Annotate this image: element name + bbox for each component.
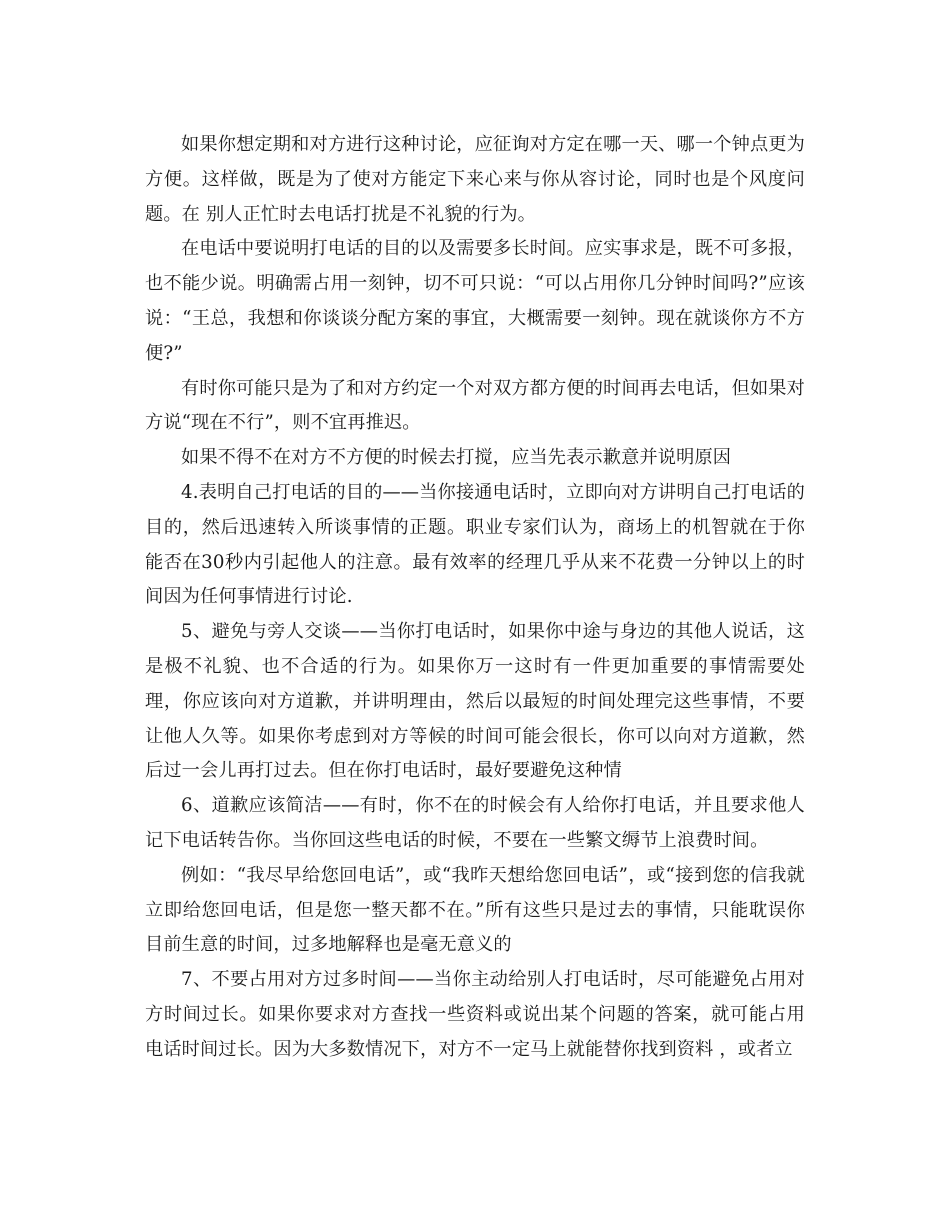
paragraph: 例如：“我尽早给您回电话”，或“我昨天想给您回电话”，或“接到您的信我就立即给您回电话，但是您一整天都不在。”所有这些只是过去的事情，只能耽误你目前生意的时间，过多地解释也是毫无意义的 (145, 864, 805, 956)
paragraph: 有时你可能只是为了和对方约定一个对双方都方便的时间再去电话，但如果对方说“现在不行”，则不宜再推迟。 (145, 377, 805, 434)
paragraph: 在电话中要说明打电话的目的以及需要多长时间。应实事求是，既不可多报，也不能少说。明确需占用一刻钟，切不可只说：“可以占用你几分钟时间吗?”应该说：“王总，我想和你谈谈分配方案的事宜，大概需要一刻钟。现在就谈你方不方便?” (145, 238, 805, 364)
paragraph: 7、不要占用对方过多时间——当你主动给别人打电话时，尽可能避免占用对方时间过长。如果你要求对方查找一些资料或说出某个问题的答案，就可能占用电话时间过长。因为大多数情况下，对方不一定马上就能替你找到资料 ，或者立 (145, 969, 805, 1060)
document-body (145, 128, 805, 1068)
paragraph: 5、避免与旁人交谈——当你打电话时，如果你中途与身边的其他人说话，这是极不礼貌、也不合适的行为。如果你万一这时有一件更加重要的事情需要处理，你应该向对方道歉，并讲明理由，然后以最短的时间处理完这些事情，不要让他人久等。如果你考虑到对方等候的时间可能会很长，你可以向对方道歉，然后过一会儿再打过去。但在你打电话时，最好要避免这种情 (145, 621, 805, 782)
paragraph: 如果你想定期和对方进行这种讨论，应征询对方定在哪一天、哪一个钟点更为方便。这样做，既是为了使对方能定下来心来与你从容讨论，同时也是个风度问题。在 别人正忙时去电话打扰是不礼貌的行为。 (145, 134, 805, 225)
paragraph: 如果不得不在对方不方便的时候去打搅，应当先表示歉意并说明原因 (181, 447, 732, 469)
paragraph: 6、道歉应该简洁——有时，你不在的时候会有人给你打电话，并且要求他人记下电话转告你。当你回这些电话的时候，不要在一些繁文缛节上浪费时间。 (145, 795, 805, 851)
paragraph: 4.表明自己打电话的目的——当你接通电话时，立即向对方讲明自己打电话的目的，然后迅速转入所谈事情的正题。职业专家们认为，商场上的机智就在于你能否在30秒内引起他人的注意。最有效率的经理几乎从来不花费一分钟以上的时间因为任何事情进行讨论. (145, 481, 805, 608)
